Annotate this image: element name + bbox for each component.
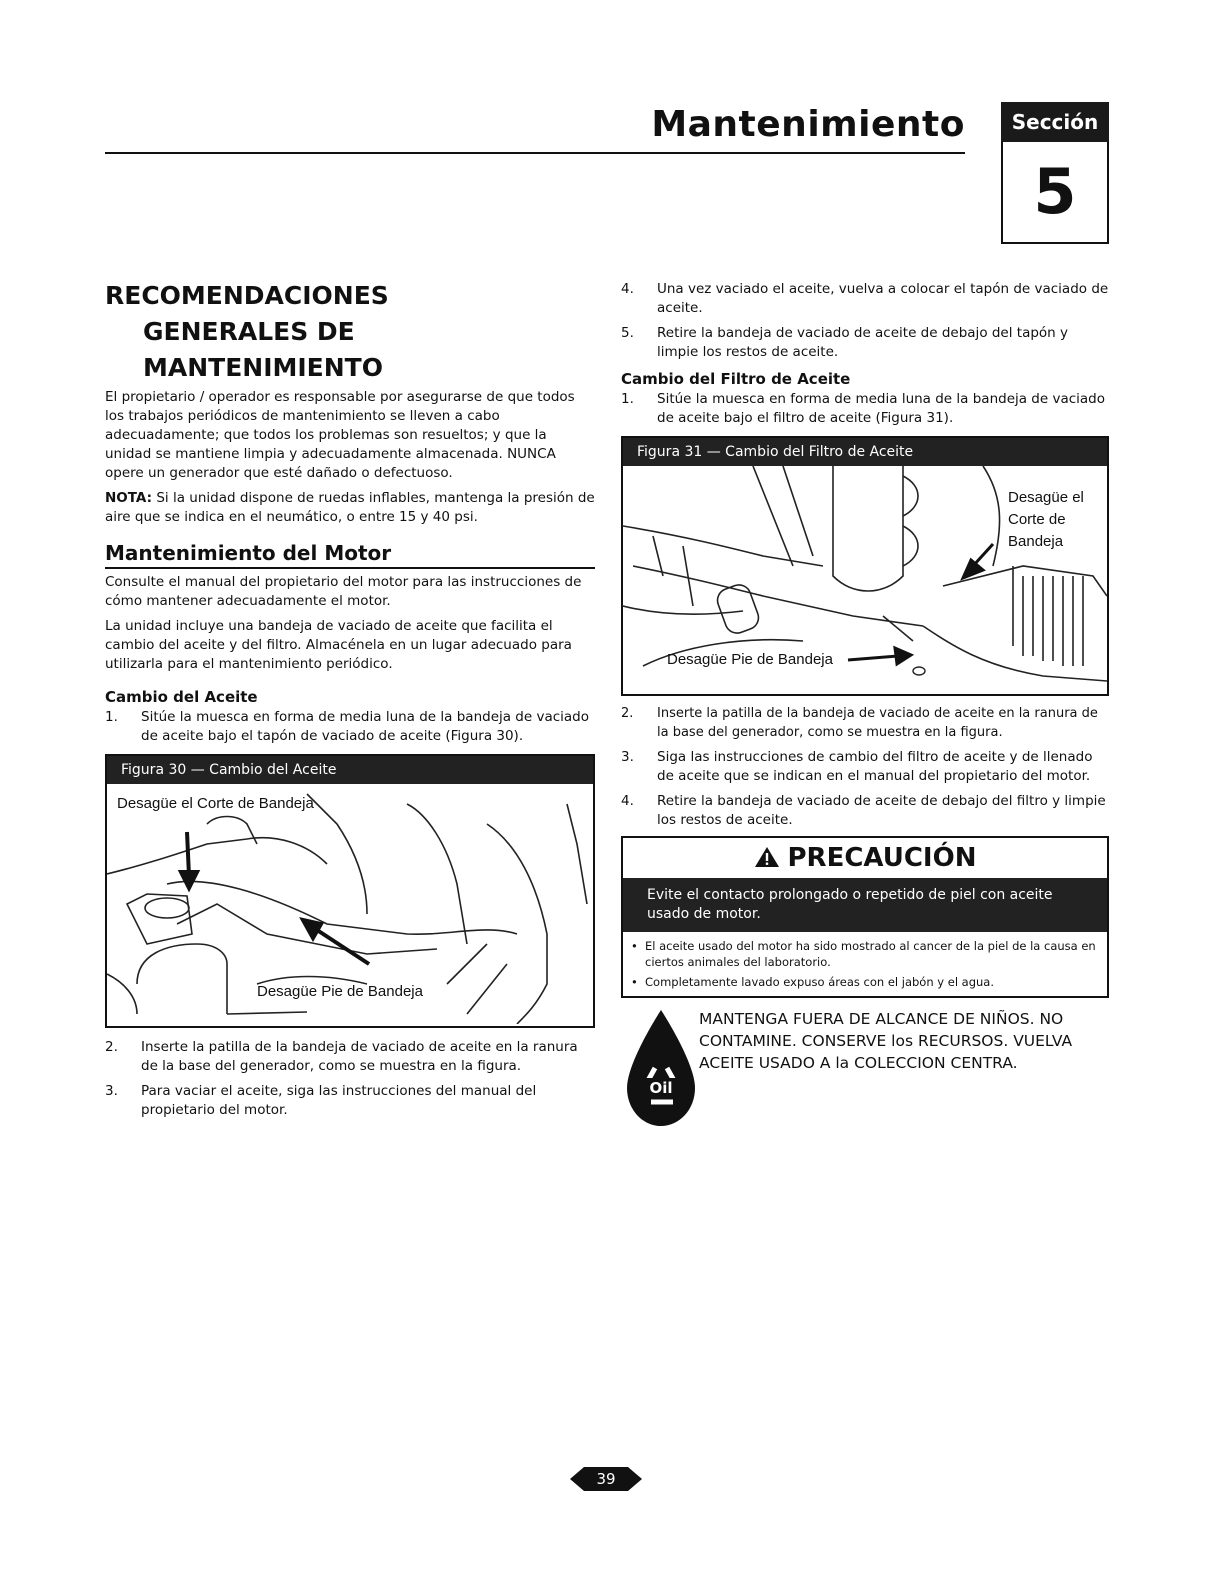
figure-30-label-bottom: Desagüe Pie de Bandeja	[257, 983, 423, 1000]
figure-31-caption: Figura 31 — Cambio del Filtro de Aceite	[623, 438, 1107, 466]
motor-paragraph-1: Consulte el manual del propietario del motor para las instrucciones de cómo mantener adecuadamente el motor.	[105, 574, 582, 609]
left-column	[105, 278, 595, 1120]
page-number-badge	[570, 1464, 642, 1494]
page-number: 39	[596, 1470, 616, 1488]
caution-title: PRECAUCIÓN	[623, 838, 1107, 878]
list-item: 2. Inserte la patilla de la bandeja de vaciado de aceite en la ranura de la base del generador, como se muestra en la figura.	[105, 1039, 578, 1074]
list-item: 3. Siga las instrucciones de cambio del filtro de aceite y de llenado de aceite que se indican en el manual del propietario del motor.	[621, 749, 1093, 784]
section-number: 5	[1001, 142, 1109, 244]
section-label: Sección	[1001, 102, 1109, 142]
figure-30-caption: Figura 30 — Cambio del Aceite	[107, 756, 593, 784]
list-item: • El aceite usado del motor ha sido mostrado al cancer de la piel de la causa en ciertos animales del laboratorio.	[631, 939, 1096, 969]
motor-heading: Mantenimiento del Motor	[105, 541, 595, 569]
oil-change-heading: Cambio del Aceite	[105, 688, 258, 706]
list-item: 1. Sitúe la muesca en forma de media luna de la bandeja de vaciado de aceite bajo el filtro de aceite (Figura 31).	[621, 391, 1106, 426]
oil-badge: Oil	[649, 1079, 673, 1097]
figure-31-label-bottom: Desagüe Pie de Bandeja	[667, 651, 833, 668]
filter-heading: Cambio del Filtro de Aceite	[621, 370, 851, 388]
list-item: 1. Sitúe la muesca en forma de media luna de la bandeja de vaciado de aceite bajo el tapón de vaciado de aceite (Figura 30).	[105, 709, 590, 744]
figure-30	[105, 754, 595, 1028]
list-item: 3. Para vaciar el aceite, siga las instrucciones del manual del propietario del motor.	[105, 1083, 537, 1118]
caution-box	[621, 836, 1109, 998]
main-heading: RECOMENDACIONES GENERALES DE MANTENIMIENTO	[105, 281, 389, 382]
note-paragraph: NOTA: Si la unidad dispone de ruedas inflables, mantenga la presión de aire que se indica en el neumático, o entre 15 y 40 psi.	[105, 490, 595, 525]
motor-paragraph-2: La unidad incluye una bandeja de vaciado de aceite que facilita el cambio del aceite y del filtro. Almacénela en un lugar adecuado para utilizarla para el mantenimiento periódico.	[105, 618, 572, 672]
oil-notice-text: MANTENGA FUERA DE ALCANCE DE NIÑOS. NO CONTAMINE. CONSERVE los RECURSOS. VUELVA ACEITE USADO A la COLECCION CENTRA.	[699, 1010, 1073, 1072]
intro-paragraph: El propietario / operador es responsable por asegurarse de que todos los trabajos periódicos de mantenimiento se lleven a cabo adecuadamente; que todos los problemas son resueltos; y que la unidad se mantiene limpia y adecuadamente almacenada. NUNCA opere un generador que esté dañado o defectuoso.	[105, 389, 575, 481]
list-item: 4. Retire la bandeja de vaciado de aceite de debajo del filtro y limpie los restos de aceite.	[621, 793, 1106, 828]
list-item: 2. Inserte la patilla de la bandeja de vaciado de aceite en la ranura de la base del generador, como se muestra en la figura.	[621, 706, 1098, 740]
figure-31-label-2: Corte de	[1008, 511, 1066, 528]
list-item: 5. Retire la bandeja de vaciado de aceite de debajo del tapón y limpie los restos de aceite.	[621, 325, 1069, 360]
oil-notice	[621, 1008, 1109, 1138]
warning-icon	[754, 846, 780, 868]
page-title: Mantenimiento	[651, 104, 965, 145]
caution-list	[623, 932, 1107, 996]
header-rule	[105, 152, 965, 154]
list-item: 4. Una vez vaciado el aceite, vuelva a colocar el tapón de vaciado de aceite.	[621, 281, 1109, 316]
figure-31	[621, 436, 1109, 696]
oil-drop-recycle-icon	[621, 1008, 701, 1128]
caution-band: Evite el contacto prolongado o repetido de piel con aceite usado de motor.	[623, 878, 1107, 932]
figure-30-illustration	[107, 784, 593, 1024]
list-item: • Completamente lavado expuso áreas con el jabón y el agua.	[631, 975, 995, 989]
figure-30-label-top: Desagüe el Corte de Bandeja	[117, 795, 314, 812]
figure-31-illustration	[623, 466, 1107, 692]
right-column	[621, 280, 1109, 1138]
figure-31-label-3: Bandeja	[1008, 533, 1064, 550]
figure-31-label-1: Desagüe el	[1008, 489, 1084, 506]
